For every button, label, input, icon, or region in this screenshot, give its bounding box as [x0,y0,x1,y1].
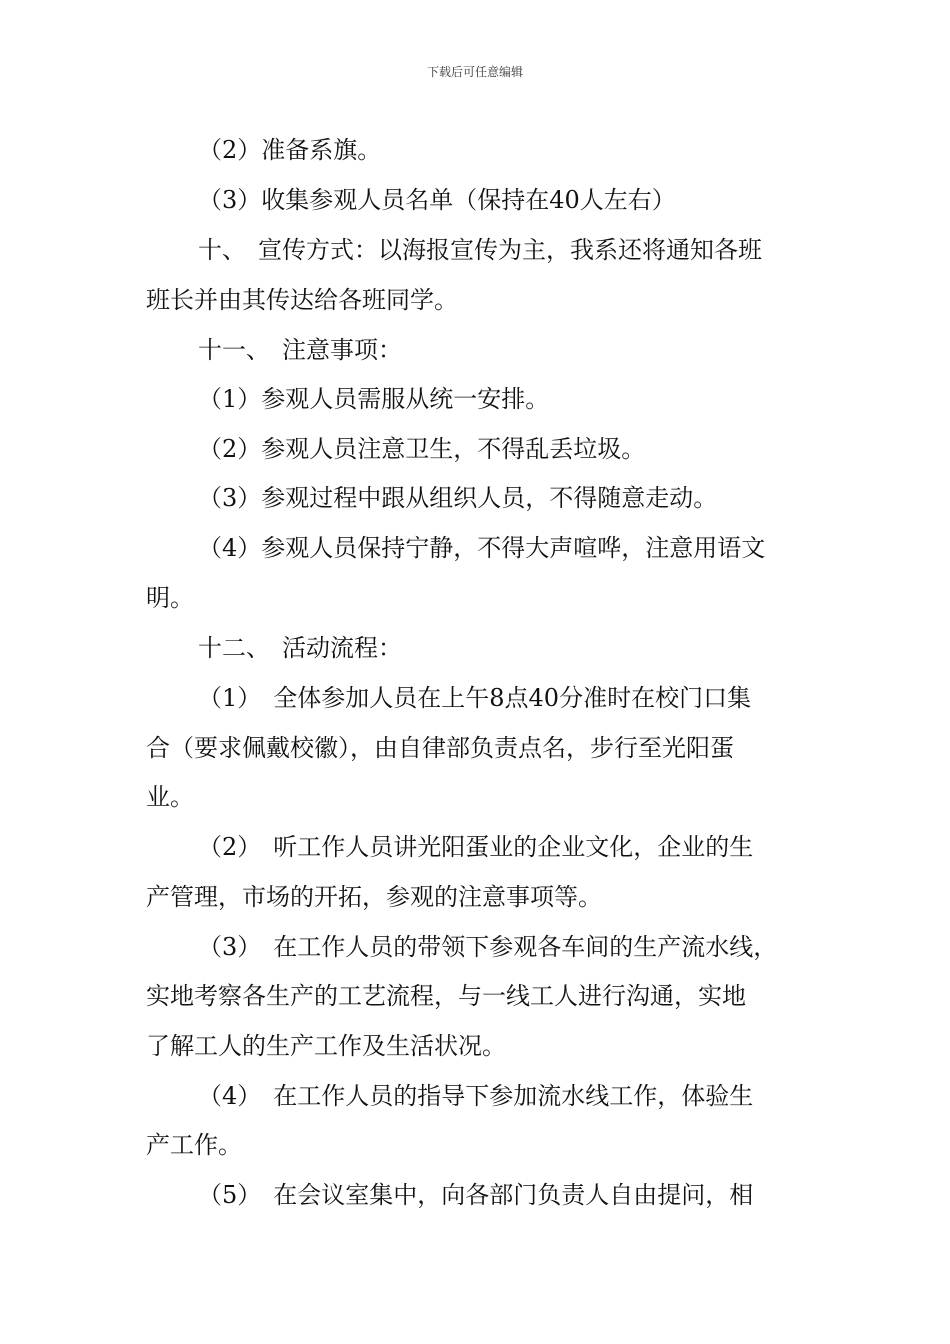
text-line: （3）收集参观人员名单（保持在40人左右） [198,186,676,214]
text-line: 合（要求佩戴校徽），由自律部负责点名，步行至光阳蛋 [146,734,734,762]
text-line: 了解工人的生产工作及生活状况。 [146,1032,506,1060]
text-line: （1） 全体参加人员在上午8点40分准时在校门口集 [198,684,752,712]
text-line: （4）参观人员保持宁静，不得大声喧哗，注意用语文 [198,534,766,562]
text-line: 十一、 注意事项： [198,336,402,364]
text-line: （3）参观过程中跟从组织人员，不得随意走动。 [198,484,718,512]
text-line: 产管理，市场的开拓，参观的注意事项等。 [146,883,602,911]
text-line: 实地考察各生产的工艺流程，与一线工人进行沟通，实地 [146,982,746,1010]
text-line: （2） 听工作人员讲光阳蛋业的企业文化，企业的生 [198,833,754,861]
text-line: 产工作。 [146,1131,242,1159]
text-line: （3） 在工作人员的带领下参观各车间的生产流水线， [198,933,778,961]
text-line: （2）准备系旗。 [198,136,382,164]
text-line: 业。 [146,783,194,811]
text-line: （4） 在工作人员的指导下参加流水线工作，体验生 [198,1082,754,1110]
page-header: 下载后可任意编辑 [426,65,523,79]
text-line: （1）参观人员需服从统一安排。 [198,385,550,413]
text-line: 十、 宣传方式：以海报宣传为主，我系还将通知各班 [198,236,762,264]
text-line: （2）参观人员注意卫生，不得乱丢垃圾。 [198,435,646,463]
text-line: 明。 [146,584,194,612]
text-line: （5） 在会议室集中，向各部门负责人自由提问，相 [198,1181,754,1209]
text-line: 班长并由其传达给各班同学。 [146,286,458,314]
text-line: 十二、 活动流程： [198,634,402,662]
